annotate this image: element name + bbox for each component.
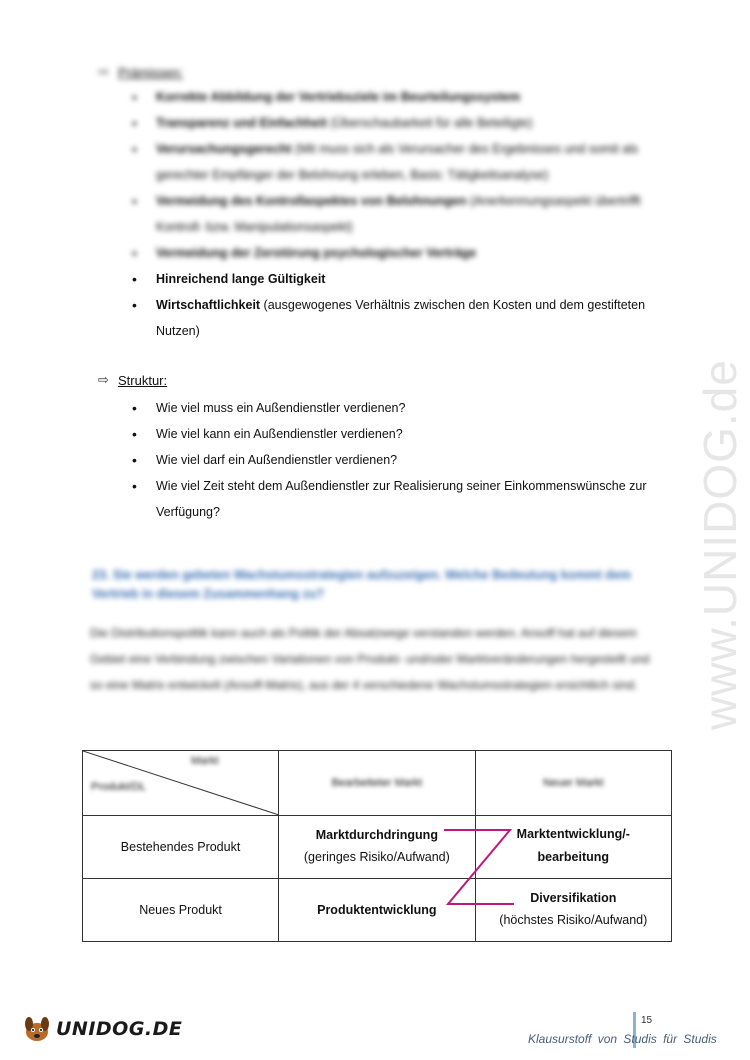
logo-text: UNIDOG.DE — [56, 1018, 183, 1040]
matrix-corner-cell — [83, 751, 279, 816]
cell-market-development: Marktentwicklung/- bearbeitung — [475, 816, 671, 879]
cell-market-penetration: Marktdurchdringung (geringes Risiko/Aufwand) — [279, 816, 475, 879]
list-item: • Vermeidung des Kontrollaspektes von Belohnungen (Anerkennungsaspekt übertrifft Kontroll- bzw. Manipulationsaspekt) — [132, 188, 662, 240]
list-item: • Wie viel kann ein Außendienstler verdienen? — [132, 421, 662, 447]
watermark — [646, 280, 750, 740]
cell-diversification: Diversifikation (höchstes Risiko/Aufwand) — [475, 879, 671, 942]
column-header-existing-market: Bearbeiteter Markt — [279, 751, 475, 816]
list-item: • Verursachungsgerecht (Mit muss sich als Verursacher des Ergebnisses und somit als gerechter Empfänger der Belohnung erleben, Basis: Tätigkeitsanalyse) — [132, 136, 662, 188]
footer-tagline: Klausurstoff von Studis für Studis — [528, 1032, 717, 1046]
list-item: • Vermeidung der Zerstörung psychologischer Verträge — [132, 240, 662, 266]
body-paragraph: Die Distributionspolitik kann auch als Politik der Absatzwege verstanden werden. Ansoff hat auf diesem Gebiet eine Verbindung zwischen Variationen von Produkt- und/oder Marktveränderungen hergestellt und so eine Matrix entwickelt (Ansoff-Matrix), aus der 4 verschiedene Wachstumsstrategien ersichtlich sind. — [90, 626, 650, 692]
page-number: 15 — [641, 1015, 653, 1026]
section-praemissen-heading — [98, 64, 183, 80]
svg-text:www.UNIDOG.de: www.UNIDOG.de — [694, 359, 746, 730]
row-label-new-product: Neues Produkt — [83, 879, 279, 942]
section-label: Prämissen: — [118, 64, 184, 80]
list-item: • Wie viel darf ein Außendienstler verdienen? — [132, 447, 662, 473]
section-label: Struktur: — [118, 372, 168, 388]
list-item: • Wirtschaftlichkeit (ausgewogenes Verhältnis zwischen den Kosten und dem gestifteten Nutzen) — [132, 292, 662, 344]
list-item: • Hinreichend lange Gültigkeit — [132, 266, 662, 292]
arrow-right-icon: ⇨ — [98, 64, 109, 79]
corner-top-label: Markt — [191, 755, 219, 767]
arrow-right-icon: ⇨ — [98, 372, 109, 387]
row-label-existing-product: Bestehendes Produkt — [83, 816, 279, 879]
praemissen-list — [132, 84, 662, 344]
list-item: • Transparenz und Einfachheit (Überschaubarkeit für alle Beteiligte) — [132, 110, 662, 136]
section-struktur-heading — [98, 372, 167, 388]
dog-logo-icon — [22, 1014, 52, 1044]
ansoff-matrix — [82, 750, 672, 942]
corner-bottom-label: Produkt/DL — [91, 781, 147, 793]
struktur-list — [132, 395, 662, 525]
question-heading: 23. Sie werden gebeten Wachstumsstrategien aufzuzeigen. Welche Bedeutung kommt dem Vertrieb in diesem Zusammenhang zu? — [92, 568, 632, 601]
cell-product-development: Produktentwicklung — [279, 879, 475, 942]
list-item: • Wie viel muss ein Außendienstler verdienen? — [132, 395, 662, 421]
list-item: • Wie viel Zeit steht dem Außendienstler zur Realisierung seiner Einkommenswünsche zur Verfügung? — [132, 473, 662, 525]
footer-logo — [22, 1014, 182, 1044]
column-header-new-market: Neuer Markt — [475, 751, 671, 816]
list-item: • Korrekte Abbildung der Vertriebsziele im Beurteilungssystem — [132, 84, 662, 110]
